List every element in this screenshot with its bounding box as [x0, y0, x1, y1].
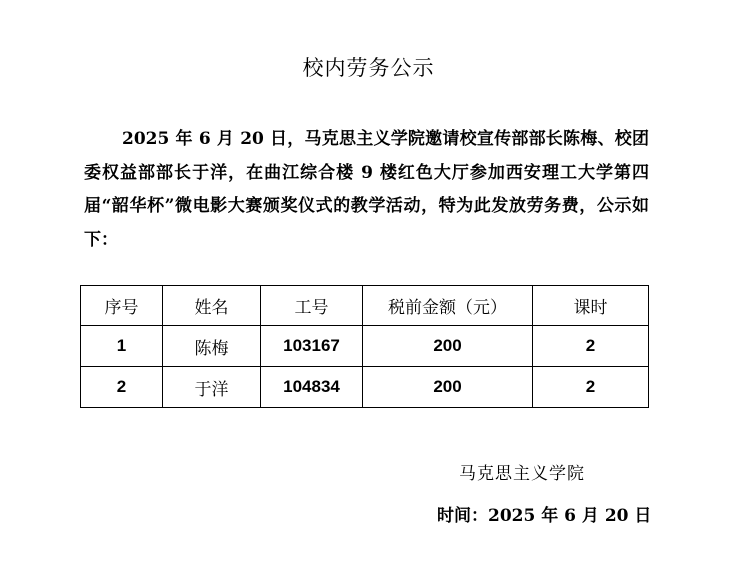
header-name: 姓名	[163, 286, 261, 326]
header-index: 序号	[81, 286, 163, 326]
payment-table-body	[81, 326, 649, 408]
document-title: 校内劳务公示	[302, 56, 435, 81]
row-name: 于洋	[163, 367, 261, 408]
row-staff-id: 103167	[261, 326, 363, 367]
row-hours: 2	[533, 326, 649, 367]
payment-table	[80, 285, 649, 408]
row-name: 陈梅	[163, 326, 261, 367]
row-index: 2	[81, 367, 163, 408]
header-class-hours: 课时	[533, 286, 649, 326]
payment-table-header	[81, 286, 649, 326]
table-row	[81, 326, 649, 367]
header-staff-id: 工号	[261, 286, 363, 326]
notice-body-paragraph: 2025 年 6 月 20 日，马克思主义学院邀请校宣传部部长陈梅、校团委权益部部长于洋，在曲江综合楼 9 楼红色大厅参加西安理工大学第四届“韶华杯”微电影大赛颁奖仪式的教学活动，特为此发放劳务费，公示如下：	[84, 129, 649, 250]
signature-organization: 马克思主义学院	[459, 464, 585, 484]
row-amount: 200	[363, 326, 533, 367]
row-staff-id: 104834	[261, 367, 363, 408]
row-amount: 200	[363, 367, 533, 408]
table-row	[81, 367, 649, 408]
header-pretax-amount: 税前金额（元）	[363, 286, 533, 326]
table-header-row	[81, 286, 649, 326]
row-hours: 2	[533, 367, 649, 408]
signature-date: 时间：2025 年 6 月 20 日	[437, 506, 652, 526]
row-index: 1	[81, 326, 163, 367]
